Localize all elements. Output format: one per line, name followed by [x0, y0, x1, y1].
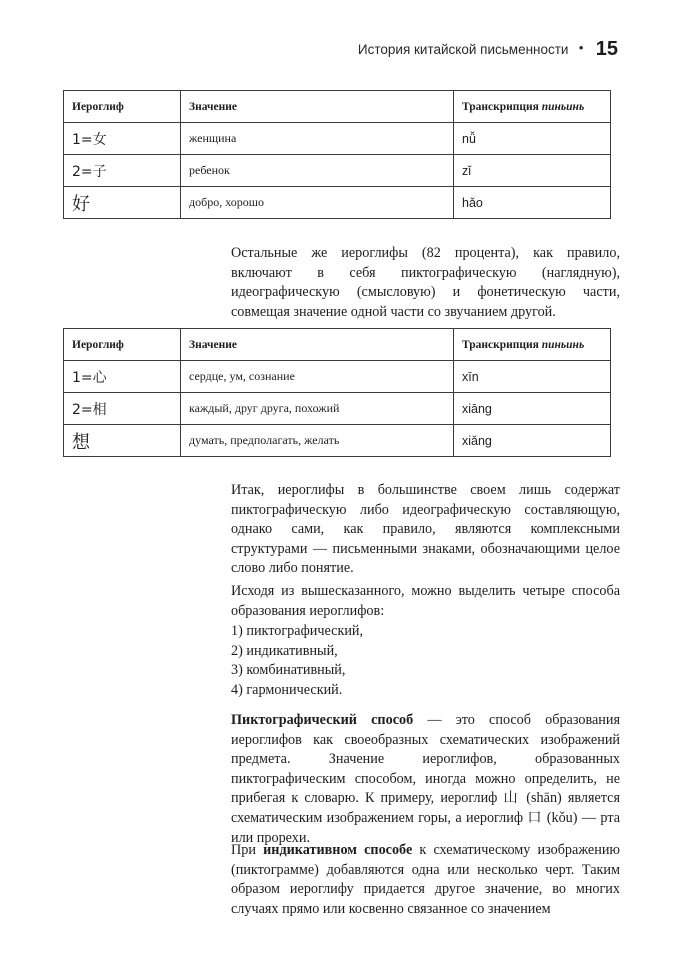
list-item: 3) комбинативный, [231, 662, 346, 679]
paragraph-indicative [231, 841, 620, 919]
transcription-label: Транскрипция [462, 100, 539, 113]
col-header-meaning: Значение [181, 91, 454, 123]
col-header-transcription [454, 91, 611, 123]
methods-list [231, 622, 363, 700]
table-row [64, 123, 611, 155]
cell-pinyin: hǎo [454, 187, 611, 219]
term-indicative: индикативном способе [263, 842, 413, 858]
table-hieroglyphs-2 [63, 328, 611, 457]
cell-pinyin: xīn [454, 361, 611, 393]
cell-meaning: сердце, ум, сознание [181, 361, 454, 393]
table-row [64, 361, 611, 393]
transcription-emphasis: пиньинь [541, 338, 585, 351]
table-hieroglyphs-1 [63, 90, 611, 219]
transcription-emphasis: пиньинь [541, 100, 585, 113]
transcription-label: Транскрипция [462, 338, 539, 351]
list-item: 4) гармонический. [231, 681, 343, 698]
cell-pinyin: xiāng [454, 393, 611, 425]
indicative-definition: к схематическому изображению (пиктограмме) добавляются одна или несколько черт. Таким образом иероглифу придается другое значение, во многих случаях прямо или косвенно связанное со значением [231, 842, 621, 917]
page-number: 15 [595, 37, 618, 60]
col-header-transcription [454, 329, 611, 361]
cell-hieroglyph: 好 [64, 187, 181, 219]
table-header-row [64, 329, 611, 361]
cell-pinyin: zǐ [454, 155, 611, 187]
cell-hieroglyph: 2=相 [64, 393, 181, 425]
cell-hieroglyph: 1=女 [64, 123, 181, 155]
cell-pinyin: nǚ [454, 123, 611, 155]
cell-meaning: добро, хорошо [181, 187, 454, 219]
paragraph-phonetic-compounds: Остальные же иероглифы (82 процента), как правило, включают в себя пиктографическую (наглядную), идеографическую (смысловую) и фонетическую части, совмещая значение одной части со звучанием другой. [231, 245, 620, 320]
cell-meaning: думать, предполагать, желать [181, 425, 454, 457]
list-item: 2) индикативный, [231, 642, 338, 659]
cell-hieroglyph: 1=心 [64, 361, 181, 393]
pictographic-definition: — это способ образования иероглифов как своеобразных схематических изображений предмета. Значение иероглифов, образованных пиктографическим способом, иногда можно определить, не прибегая к словарю. К примеру, иероглиф 山 (shān) является схематическим изображением горы, а иероглиф 口 (kǒu) — рта или прорехи. [231, 712, 620, 846]
paragraph-four-methods: Исходя из вышесказанного, можно выделить четыре способа образования иероглифов: [231, 583, 620, 619]
running-header [358, 38, 618, 60]
table-row [64, 187, 611, 219]
table-header-row [64, 91, 611, 123]
cell-hieroglyph: 想 [64, 425, 181, 457]
paragraph-pictographic [231, 711, 620, 848]
col-header-hieroglyph: Иероглиф [64, 329, 181, 361]
running-title: История китайской письменности [357, 41, 569, 57]
table-row [64, 155, 611, 187]
col-header-meaning: Значение [181, 329, 454, 361]
cell-hieroglyph: 2=子 [64, 155, 181, 187]
table-row [64, 425, 611, 457]
cell-meaning: женщина [181, 123, 454, 155]
table-row [64, 393, 611, 425]
list-item: 1) пиктографический, [231, 623, 364, 639]
col-header-hieroglyph: Иероглиф [64, 91, 181, 123]
cell-meaning: каждый, друг друга, похожий [181, 393, 454, 425]
paragraph-summary: Итак, иероглифы в большинстве своем лишь содержат пиктографическую либо идеографическую составляющую, однако сами, как правило, являются комплексными структурами — письменными знаками, обозначающими целое слово либо понятие. [231, 482, 620, 577]
term-pictographic: Пиктографический способ [231, 712, 414, 728]
indicative-lead: При [231, 842, 264, 858]
cell-pinyin: xiǎng [454, 425, 611, 457]
header-separator: • [578, 40, 584, 57]
cell-meaning: ребенок [181, 155, 454, 187]
